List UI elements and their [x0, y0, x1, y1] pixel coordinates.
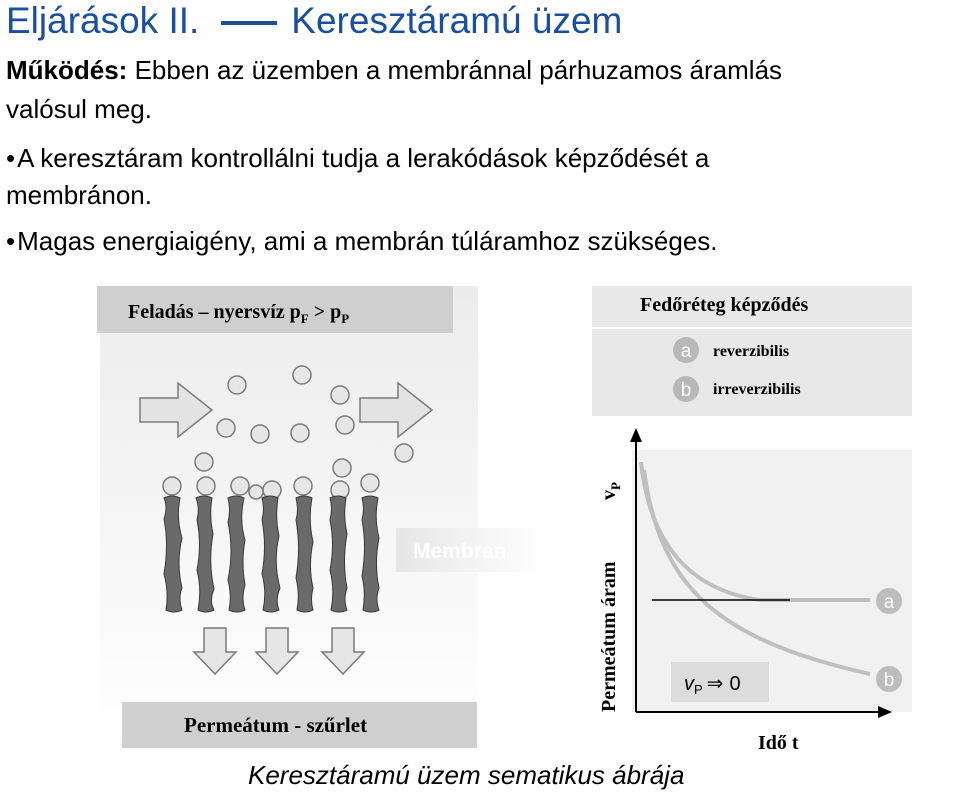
- particle: [217, 419, 235, 437]
- mukodes-label: Működés:: [6, 55, 128, 85]
- feed-label: Feladás – nyersvíz $p_F > p_P$: [128, 301, 350, 326]
- particle: [228, 376, 246, 394]
- particle: [249, 485, 263, 499]
- curve-b-label: b: [883, 670, 895, 691]
- bullet-2-text: Magas energiaigény, ami a membrán túláramhoz szükséges.: [17, 226, 718, 256]
- particle: [291, 424, 309, 442]
- left-figure-background: [100, 286, 478, 746]
- curve-a-label: a: [883, 592, 895, 613]
- membrane-fiber: [362, 496, 379, 612]
- legend-label-a: reverzibilis: [713, 343, 790, 360]
- mukodes-text-1: Ebben az üzemben a membránnal párhuzamos áramlás: [127, 55, 783, 85]
- title-right: Keresztáramú üzem: [291, 0, 623, 41]
- particle: [331, 386, 349, 404]
- legend-title: Fedőréteg képződés: [640, 294, 809, 316]
- legend-key-a: a: [680, 341, 692, 362]
- y-axis-arrow-icon: [630, 428, 642, 442]
- particle: [251, 425, 269, 443]
- figure-caption: Keresztáramú üzem sematikus ábrája: [248, 760, 685, 790]
- membrane-label: Membran: [413, 540, 507, 563]
- membrane-fiber: [296, 496, 313, 612]
- x-axis-label: Idő t: [758, 732, 799, 754]
- particle: [293, 366, 311, 384]
- particle: [395, 444, 413, 462]
- bullet-1-line-2: membránon.: [6, 180, 152, 210]
- legend-key-b: b: [680, 380, 692, 401]
- y-axis-symbol: $v_P$: [598, 482, 623, 500]
- particle: [197, 477, 215, 495]
- legend-label-b: irreverzibilis: [713, 381, 801, 398]
- particle: [195, 453, 213, 471]
- particle: [333, 459, 351, 477]
- title-left: Eljárások II.: [6, 0, 200, 41]
- mukodes-line-2: valósul meg.: [6, 94, 152, 124]
- particle: [231, 477, 249, 495]
- particle: [361, 474, 379, 492]
- bullet-1-text: A keresztáram kontrollálni tudja a lerakódások képződését a: [17, 143, 710, 173]
- particle: [294, 477, 312, 495]
- y-axis-label: Permeátum áram: [598, 561, 620, 712]
- permeate-label: Permeátum - szűrlet: [184, 713, 368, 737]
- particle: [336, 416, 354, 434]
- bullet-symbol: •: [6, 143, 16, 173]
- annotation-text: $v_P$ ⇒ 0: [684, 673, 741, 697]
- membrane-fiber: [330, 496, 347, 612]
- particle: [163, 477, 181, 495]
- permeate-arrows: [194, 628, 364, 674]
- bullet-symbol-2: •: [6, 226, 16, 256]
